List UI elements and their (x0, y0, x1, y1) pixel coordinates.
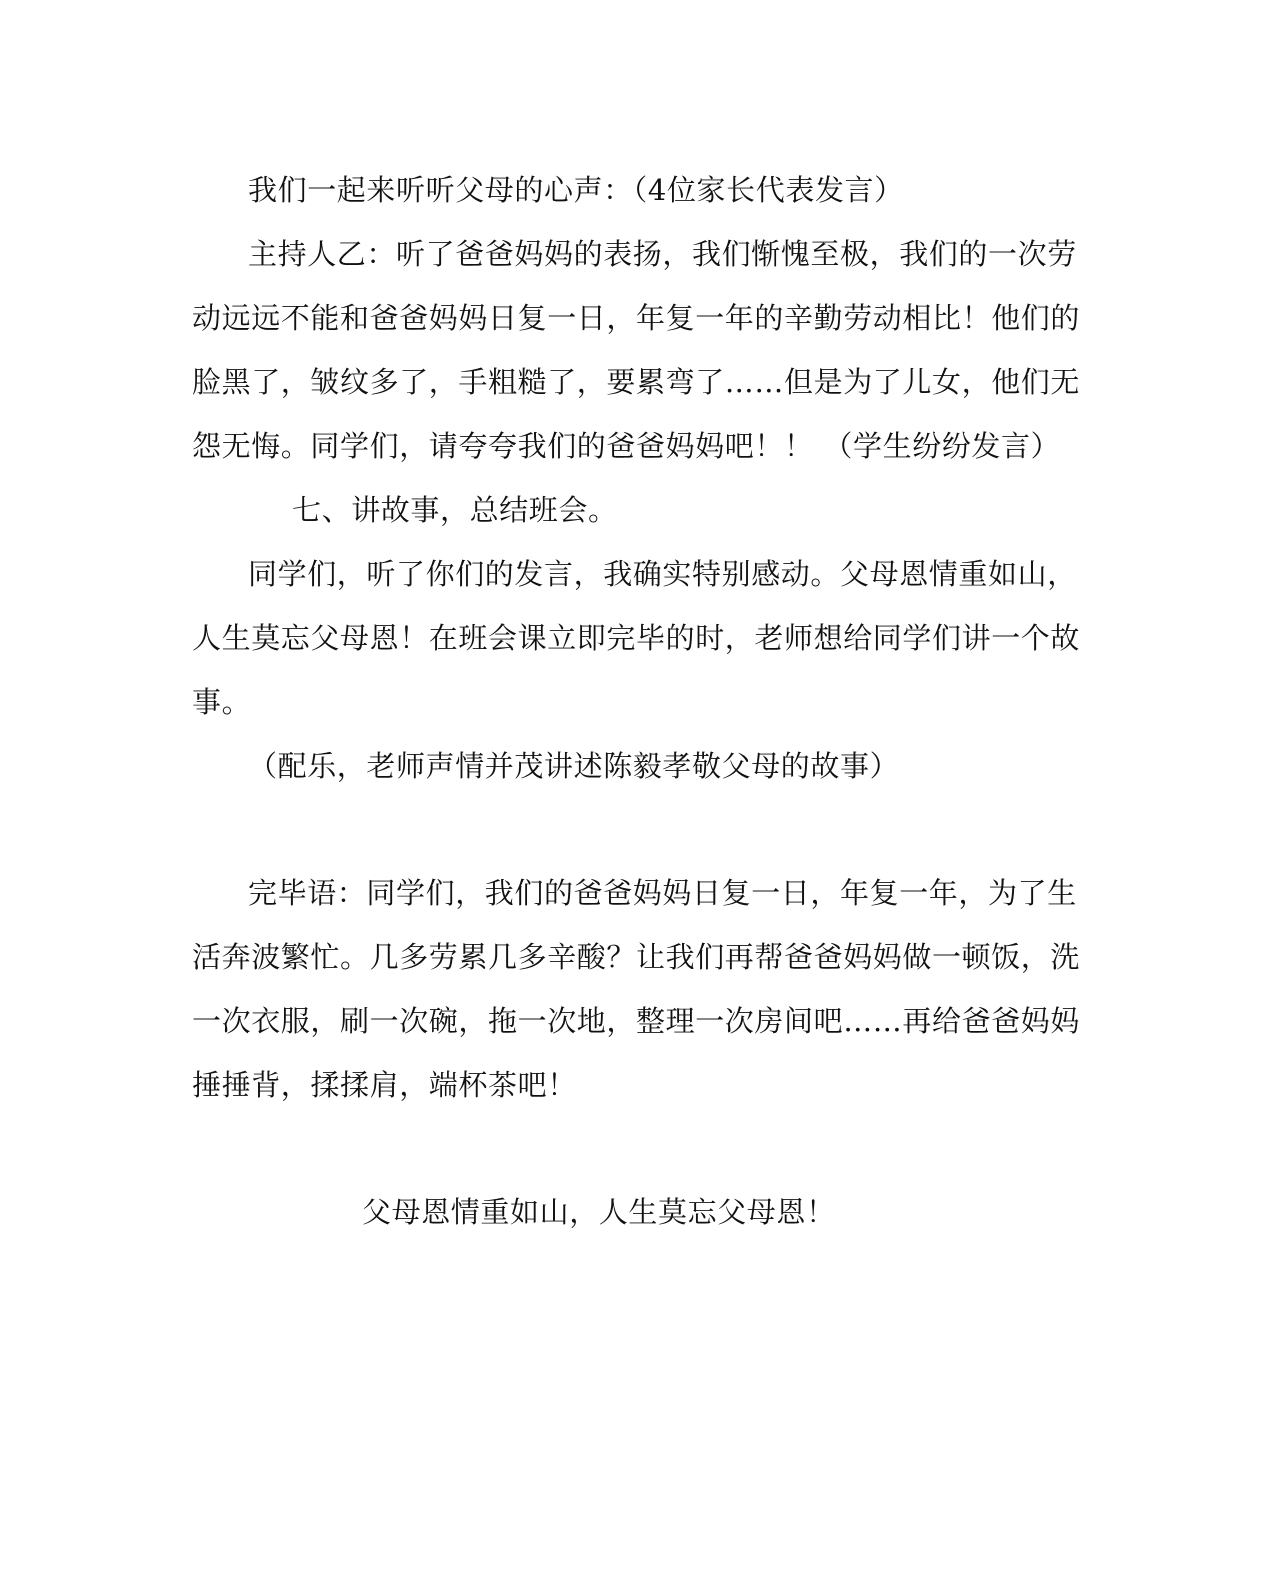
text-line-2: 主持人乙：听了爸爸妈妈的表扬，我们惭愧至极，我们的一次劳 (248, 237, 1077, 271)
text-line-9: 事。 (192, 685, 252, 719)
text-line-13: 一次衣服，刷一次碗，拖一次地，整理一次房间吧……再给爸爸妈妈 (192, 1004, 1081, 1038)
section-heading: 七、讲故事，总结班会。 (292, 493, 618, 527)
text-line-11: 完毕语：同学们，我们的爸爸妈妈日复一日，年复一年，为了生 (248, 876, 1077, 910)
closing-slogan: 父母恩情重如山，人生莫忘父母恩！ (362, 1195, 836, 1229)
text-line-7: 同学们，听了你们的发言，我确实特别感动。父母恩情重如山， (248, 557, 1077, 591)
text-line-1: 我们一起来听听父母的心声：（4位家长代表发言） (248, 173, 904, 207)
text-line-4: 脸黑了，皱纹多了，手粗糙了，要累弯了……但是为了儿女，他们无 (192, 365, 1081, 399)
text-line-14: 捶捶背，揉揉肩，端杯茶吧！ (192, 1068, 577, 1102)
text-line-8: 人生莫忘父母恩！在班会课立即完毕的时，老师想给同学们讲一个故 (192, 621, 1081, 655)
text-line-5: 怨无悔。同学们，请夸夸我们的爸爸妈妈吧！！ （学生纷纷发言） (192, 429, 1061, 463)
text-line-3: 动远远不能和爸爸妈妈日复一日，年复一年的辛勤劳动相比！他们的 (192, 301, 1081, 335)
text-line-12: 活奔波繁忙。几多劳累几多辛酸？让我们再帮爸爸妈妈做一顿饭，洗 (192, 940, 1081, 974)
text-line-10: （配乐，老师声情并茂讲述陈毅孝敬父母的故事） (248, 749, 900, 783)
